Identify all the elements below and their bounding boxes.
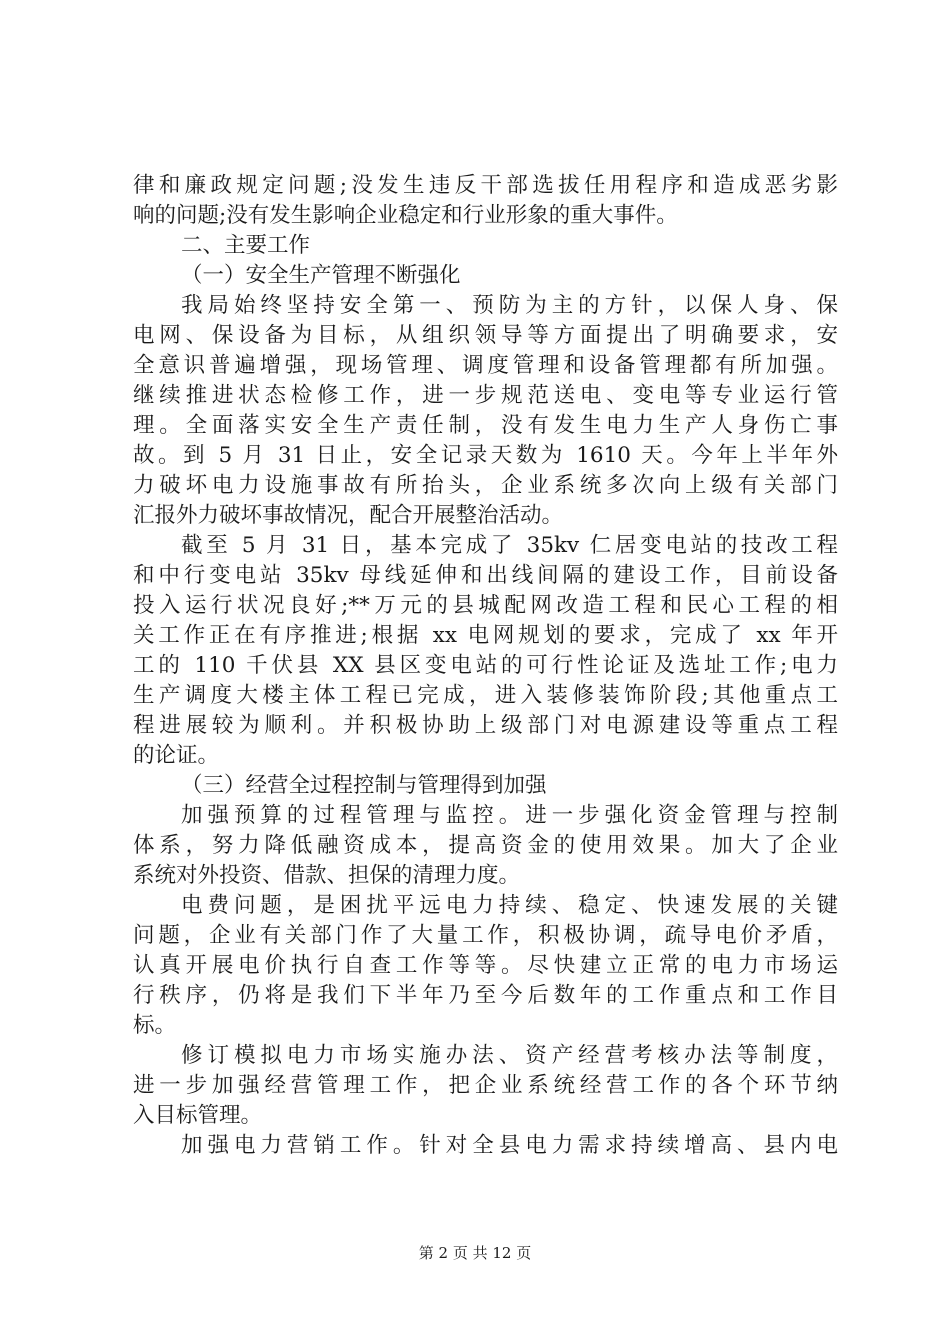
text-line: 加强预算的过程管理与监控。进一步强化资金管理与控制 xyxy=(181,803,838,828)
text-line: 和中行变电站 35kv 母线延伸和出线间隔的建设工作，目前设备 xyxy=(133,563,838,588)
text-line: 我局始终坚持安全第一、预防为主的方针，以保人身、保 xyxy=(181,293,838,318)
text-line: 故。到 5 月 31 日止，安全记录天数为 1610 天。今年上半年外 xyxy=(133,443,838,468)
text-line: 认真开展电价执行自查工作等等。尽快建立正常的电力市场运 xyxy=(133,953,838,978)
text-line: 标。 xyxy=(133,1013,177,1038)
text-line: 修订模拟电力市场实施办法、资产经营考核办法等制度， xyxy=(181,1043,838,1068)
text-line: 响的问题;没有发生影响企业稳定和行业形象的重大事件。 xyxy=(133,203,678,228)
text-line: 系统对外投资、借款、担保的清理力度。 xyxy=(133,863,521,888)
text-line: 入目标管理。 xyxy=(133,1103,263,1128)
text-line: 生产调度大楼主体工程已完成，进入装修装饰阶段;其他重点工 xyxy=(133,683,838,708)
text-line: 理。全面落实安全生产责任制，没有发生电力生产人身伤亡事 xyxy=(133,413,838,438)
section-heading: 二、主要工作 xyxy=(181,233,311,258)
text-line: 力破坏电力设施事故有所抬头，企业系统多次向上级有关部门 xyxy=(133,473,838,498)
text-line: 电费问题，是困扰平远电力持续、稳定、快速发展的关键 xyxy=(181,893,838,918)
text-line: 进一步加强经营管理工作，把企业系统经营工作的各个环节纳 xyxy=(133,1073,838,1098)
text-line: 全意识普遍增强，现场管理、调度管理和设备管理都有所加强。 xyxy=(133,353,838,378)
text-line: 工的 110 千伏县 XX 县区变电站的可行性论证及选址工作;电力 xyxy=(133,653,838,678)
document-body xyxy=(133,171,838,1161)
text-line: 问题，企业有关部门作了大量工作，积极协调，疏导电价矛盾， xyxy=(133,923,838,948)
text-line: 汇报外力破坏事故情况，配合开展整治活动。 xyxy=(133,503,564,528)
text-line: 程进展较为顺利。并积极协助上级部门对电源建设等重点工程 xyxy=(133,713,838,738)
text-line: 行秩序，仍将是我们下半年乃至今后数年的工作重点和工作目 xyxy=(133,983,838,1008)
text-line: 继续推进状态检修工作，进一步规范送电、变电等专业运行管 xyxy=(133,383,838,408)
page-number-footer: 第 2 页 共 12 页 xyxy=(418,1244,532,1262)
subsection-heading: （一）安全生产管理不断强化 xyxy=(181,263,461,288)
text-line: 加强电力营销工作。针对全县电力需求持续增高、县内电 xyxy=(181,1133,838,1158)
text-line: 体系，努力降低融资成本，提高资金的使用效果。加大了企业 xyxy=(133,833,838,858)
subsection-heading: （三）经营全过程控制与管理得到加强 xyxy=(181,773,547,798)
text-line: 截至 5 月 31 日，基本完成了 35kv 仁居变电站的技改工程 xyxy=(181,533,838,558)
text-line: 投入运行状况良好;**万元的县城配网改造工程和民心工程的相 xyxy=(133,593,838,618)
text-line: 关工作正在有序推进;根据 xx 电网规划的要求，完成了 xx 年开 xyxy=(133,623,838,648)
text-line: 的论证。 xyxy=(133,743,220,768)
text-line: 律和廉政规定问题;没发生违反干部选拔任用程序和造成恶劣影 xyxy=(133,173,838,198)
text-line: 电网、保设备为目标，从组织领导等方面提出了明确要求，安 xyxy=(133,323,838,348)
